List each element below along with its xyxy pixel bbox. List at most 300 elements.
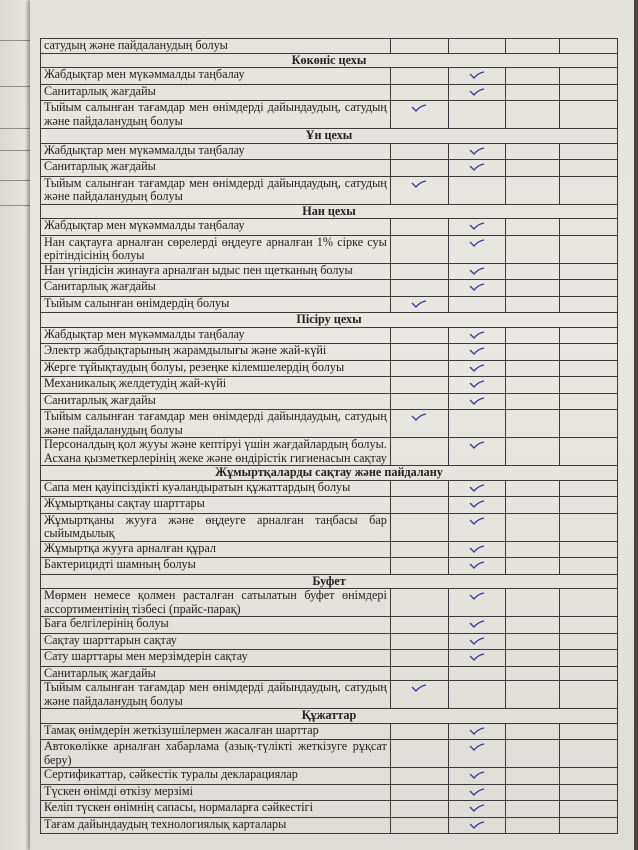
check-mark-icon xyxy=(469,619,485,629)
mark-cell xyxy=(390,263,448,280)
check-mark-icon xyxy=(469,619,485,629)
requirement-text: Сертификаттар, сәйкестік туралы декларациялар xyxy=(41,768,391,785)
check-mark-icon xyxy=(469,266,485,276)
check-mark-icon xyxy=(411,683,427,693)
check-mark-icon xyxy=(411,299,427,309)
mark-cell xyxy=(390,817,448,834)
mark-cell xyxy=(506,589,560,617)
check-mark-icon xyxy=(469,591,485,601)
mark-cell xyxy=(390,438,448,466)
check-mark-icon xyxy=(469,820,485,830)
mark-cell xyxy=(390,68,448,85)
check-mark-icon xyxy=(411,299,427,309)
mark-cell xyxy=(506,344,560,361)
requirement-text: Жерге тұйықтаудың болуы, резеңке кілемшелердің болуы xyxy=(41,360,391,377)
table-row xyxy=(41,68,618,85)
check-mark-icon xyxy=(469,346,485,356)
table-row xyxy=(41,541,618,558)
requirement-text: Тамақ өнімдерін жеткізушілермен жасалған шарттар xyxy=(41,723,391,740)
mark-cell xyxy=(448,160,506,177)
table-row xyxy=(41,160,618,177)
mark-cell xyxy=(506,681,560,709)
section-title: Ұн цехы xyxy=(41,129,618,144)
check-mark-icon xyxy=(469,726,485,736)
mark-cell xyxy=(506,740,560,768)
requirement-text: Жұмыртқаны жууға және өңдеуге арналған таңбасы бар сыйымдылық xyxy=(41,513,391,541)
check-mark-icon xyxy=(469,282,485,292)
mark-cell xyxy=(560,558,618,575)
mark-cell xyxy=(560,801,618,818)
mark-cell xyxy=(506,784,560,801)
mark-cell xyxy=(506,143,560,160)
check-mark-icon xyxy=(469,221,485,231)
mark-cell xyxy=(390,393,448,410)
mark-cell xyxy=(560,280,618,297)
check-mark-icon xyxy=(469,87,485,97)
requirement-text: Түскен өнімді өткізу мерзімі xyxy=(41,784,391,801)
mark-cell xyxy=(390,410,448,438)
check-mark-icon xyxy=(469,636,485,646)
mark-cell xyxy=(506,633,560,650)
mark-cell xyxy=(448,589,506,617)
mark-cell xyxy=(506,541,560,558)
requirement-text: Келіп түскен өнімнің сапасы, нормаларға сәйкестігі xyxy=(41,801,391,818)
mark-cell xyxy=(560,633,618,650)
mark-cell xyxy=(560,344,618,361)
mark-cell xyxy=(506,219,560,236)
mark-cell xyxy=(560,650,618,667)
check-mark-icon xyxy=(469,803,485,813)
mark-cell xyxy=(390,768,448,785)
check-mark-icon xyxy=(469,396,485,406)
table-row xyxy=(41,344,618,361)
requirement-text: Автокөлікке арналған хабарлама (азық-түлікті жеткізуге рұқсат беру) xyxy=(41,740,391,768)
requirement-text: Сапа мен қауіпсіздікті куәландыратын құжаттардың болуы xyxy=(41,480,391,497)
mark-cell xyxy=(506,617,560,634)
section-header-row xyxy=(41,574,618,589)
check-mark-icon xyxy=(469,820,485,830)
mark-cell xyxy=(560,101,618,129)
table-row xyxy=(41,101,618,129)
mark-cell xyxy=(448,558,506,575)
check-mark-icon xyxy=(411,412,427,422)
inspection-checklist-table xyxy=(40,38,618,834)
mark-cell xyxy=(390,327,448,344)
mark-cell xyxy=(560,666,618,681)
requirement-text: Тыйым салынған өнімдердің болуы xyxy=(41,296,391,313)
mark-cell xyxy=(390,160,448,177)
requirement-text: Сақтау шарттарын сақтау xyxy=(41,633,391,650)
mark-cell xyxy=(448,768,506,785)
mark-cell xyxy=(390,143,448,160)
section-title: Көкөніс цехы xyxy=(41,53,618,68)
table-row xyxy=(41,617,618,634)
check-mark-icon xyxy=(469,440,485,450)
mark-cell xyxy=(448,235,506,263)
mark-cell xyxy=(560,68,618,85)
requirement-text: Санитарлық жағдайы xyxy=(41,84,391,101)
mark-cell xyxy=(390,176,448,204)
mark-cell xyxy=(390,84,448,101)
table-row xyxy=(41,497,618,514)
mark-cell xyxy=(506,497,560,514)
mark-cell xyxy=(560,541,618,558)
section-title: Буфет xyxy=(41,574,618,589)
mark-cell xyxy=(560,235,618,263)
requirement-text: Тыйым салынған тағамдар мен өнімдерді дайындаудың, сатудың және пайдаланудың болуы xyxy=(41,101,391,129)
requirement-text: Жұмыртқа жууға арналған құрал xyxy=(41,541,391,558)
check-mark-icon xyxy=(469,330,485,340)
table-row xyxy=(41,784,618,801)
table-row xyxy=(41,666,618,681)
requirement-text: Жабдықтар мен мүкәммалды таңбалау xyxy=(41,219,391,236)
table-row xyxy=(41,681,618,709)
mark-cell xyxy=(390,617,448,634)
table-row xyxy=(41,817,618,834)
mark-cell xyxy=(560,176,618,204)
mark-cell xyxy=(506,480,560,497)
mark-cell xyxy=(448,219,506,236)
mark-cell xyxy=(506,263,560,280)
table-row xyxy=(41,84,618,101)
mark-cell xyxy=(560,438,618,466)
table-row xyxy=(41,723,618,740)
mark-cell xyxy=(506,410,560,438)
mark-cell xyxy=(506,801,560,818)
table-row xyxy=(41,360,618,377)
check-mark-icon xyxy=(469,742,485,752)
table-row xyxy=(41,235,618,263)
mark-cell xyxy=(448,541,506,558)
mark-cell xyxy=(448,410,506,438)
check-mark-icon xyxy=(469,221,485,231)
mark-cell xyxy=(448,39,506,54)
requirement-text: Нан үгіндісін жинауға арналған ыдыс пен щетканың болуы xyxy=(41,263,391,280)
mark-cell xyxy=(390,784,448,801)
check-mark-icon xyxy=(469,499,485,509)
mark-cell xyxy=(448,784,506,801)
mark-cell xyxy=(506,280,560,297)
table-row xyxy=(41,650,618,667)
check-mark-icon xyxy=(469,483,485,493)
check-mark-icon xyxy=(469,499,485,509)
mark-cell xyxy=(448,101,506,129)
mark-cell xyxy=(560,784,618,801)
requirement-text: сатудың және пайдаланудың болуы xyxy=(41,39,391,54)
check-mark-icon xyxy=(469,70,485,80)
mark-cell xyxy=(506,101,560,129)
section-header-row xyxy=(41,466,618,481)
check-mark-icon xyxy=(469,379,485,389)
check-mark-icon xyxy=(469,396,485,406)
mark-cell xyxy=(506,296,560,313)
table-row xyxy=(41,280,618,297)
section-header-row xyxy=(41,204,618,219)
requirement-text: Санитарлық жағдайы xyxy=(41,280,391,297)
check-mark-icon xyxy=(469,516,485,526)
requirement-text: Жабдықтар мен мүкәммалды таңбалау xyxy=(41,327,391,344)
mark-cell xyxy=(448,176,506,204)
mark-cell xyxy=(448,344,506,361)
check-mark-icon xyxy=(469,787,485,797)
mark-cell xyxy=(560,817,618,834)
mark-cell xyxy=(390,480,448,497)
mark-cell xyxy=(506,39,560,54)
table-row xyxy=(41,143,618,160)
mark-cell xyxy=(560,497,618,514)
section-header-row xyxy=(41,313,618,328)
requirement-text: Механикалық желдетудің жай-күйі xyxy=(41,377,391,394)
mark-cell xyxy=(390,558,448,575)
mark-cell xyxy=(390,39,448,54)
mark-cell xyxy=(506,558,560,575)
mark-cell xyxy=(560,219,618,236)
table-row xyxy=(41,558,618,575)
mark-cell xyxy=(448,377,506,394)
requirement-text: Жабдықтар мен мүкәммалды таңбалау xyxy=(41,143,391,160)
mark-cell xyxy=(560,263,618,280)
checklist-page xyxy=(30,0,634,850)
table-row xyxy=(41,633,618,650)
mark-cell xyxy=(506,377,560,394)
mark-cell xyxy=(448,327,506,344)
mark-cell xyxy=(448,393,506,410)
requirement-text: Нан сақтауға арналған сөрелерді өңдеуге арналған 1% сірке суы ерітіндісінің болуы xyxy=(41,235,391,263)
mark-cell xyxy=(390,666,448,681)
mark-cell xyxy=(506,160,560,177)
mark-cell xyxy=(506,68,560,85)
check-mark-icon xyxy=(469,803,485,813)
table-row xyxy=(41,219,618,236)
mark-cell xyxy=(390,541,448,558)
mark-cell xyxy=(448,143,506,160)
mark-cell xyxy=(560,740,618,768)
check-mark-icon xyxy=(469,652,485,662)
mark-cell xyxy=(448,360,506,377)
table-row xyxy=(41,513,618,541)
mark-cell xyxy=(448,633,506,650)
section-title: Құжаттар xyxy=(41,709,618,724)
mark-cell xyxy=(448,801,506,818)
mark-cell xyxy=(506,327,560,344)
check-mark-icon xyxy=(469,636,485,646)
mark-cell xyxy=(448,296,506,313)
mark-cell xyxy=(506,393,560,410)
section-title: Нан цехы xyxy=(41,204,618,219)
mark-cell xyxy=(390,219,448,236)
section-header-row xyxy=(41,53,618,68)
check-mark-icon xyxy=(469,162,485,172)
requirement-text: Персоналдың қол жууы және кептіруі үшін жағдайлардың болуы. Асхана қызметкерлерінің жеке және өндірістік гигиенасын сақтау xyxy=(41,438,391,466)
check-mark-icon xyxy=(469,146,485,156)
mark-cell xyxy=(506,817,560,834)
check-mark-icon xyxy=(469,516,485,526)
check-mark-icon xyxy=(469,652,485,662)
check-mark-icon xyxy=(469,70,485,80)
requirement-text: Тыйым салынған тағамдар мен өнімдерді дайындаудың, сатудың және пайдаланудың болуы xyxy=(41,176,391,204)
check-mark-icon xyxy=(469,726,485,736)
check-mark-icon xyxy=(469,282,485,292)
check-mark-icon xyxy=(469,483,485,493)
mark-cell xyxy=(448,817,506,834)
mark-cell xyxy=(390,235,448,263)
requirement-text: Электр жабдықтарының жарамдылығы және жай-күйі xyxy=(41,344,391,361)
check-mark-icon xyxy=(411,179,427,189)
mark-cell xyxy=(390,681,448,709)
check-mark-icon xyxy=(469,238,485,248)
mark-cell xyxy=(448,84,506,101)
mark-cell xyxy=(448,740,506,768)
requirement-text: Бактерицидті шамның болуы xyxy=(41,558,391,575)
mark-cell xyxy=(390,497,448,514)
mark-cell xyxy=(390,296,448,313)
requirement-text: Жұмыртқаны сақтау шарттары xyxy=(41,497,391,514)
table-row xyxy=(41,393,618,410)
check-mark-icon xyxy=(469,560,485,570)
mark-cell xyxy=(560,296,618,313)
mark-cell xyxy=(560,360,618,377)
mark-cell xyxy=(390,801,448,818)
check-mark-icon xyxy=(411,103,427,113)
mark-cell xyxy=(560,768,618,785)
check-mark-icon xyxy=(469,591,485,601)
mark-cell xyxy=(390,513,448,541)
table-row xyxy=(41,801,618,818)
check-mark-icon xyxy=(469,87,485,97)
mark-cell xyxy=(448,263,506,280)
mark-cell xyxy=(560,160,618,177)
check-mark-icon xyxy=(469,266,485,276)
check-mark-icon xyxy=(411,683,427,693)
table-row xyxy=(41,438,618,466)
mark-cell xyxy=(448,723,506,740)
check-mark-icon xyxy=(469,544,485,554)
table-row xyxy=(41,480,618,497)
mark-cell xyxy=(506,650,560,667)
mark-cell xyxy=(560,327,618,344)
check-mark-icon xyxy=(411,179,427,189)
check-mark-icon xyxy=(469,346,485,356)
mark-cell xyxy=(560,589,618,617)
check-mark-icon xyxy=(469,379,485,389)
check-mark-icon xyxy=(469,162,485,172)
mark-cell xyxy=(506,360,560,377)
table-row xyxy=(41,410,618,438)
mark-cell xyxy=(506,513,560,541)
mark-cell xyxy=(448,68,506,85)
mark-cell xyxy=(560,681,618,709)
mark-cell xyxy=(390,344,448,361)
table-row xyxy=(41,39,618,54)
check-mark-icon xyxy=(411,412,427,422)
mark-cell xyxy=(560,480,618,497)
requirement-text: Тағам дайындаудың технологиялық карталары xyxy=(41,817,391,834)
mark-cell xyxy=(390,280,448,297)
mark-cell xyxy=(390,377,448,394)
mark-cell xyxy=(506,768,560,785)
mark-cell xyxy=(448,438,506,466)
mark-cell xyxy=(390,360,448,377)
mark-cell xyxy=(390,633,448,650)
mark-cell xyxy=(448,681,506,709)
mark-cell xyxy=(560,377,618,394)
mark-cell xyxy=(390,723,448,740)
table-row xyxy=(41,377,618,394)
requirement-text: Мөрмен немесе қолмен расталған сатылатын буфет өнімдері ассортиментінің тізбесі (прайс-парақ) xyxy=(41,589,391,617)
mark-cell xyxy=(506,666,560,681)
requirement-text: Тыйым салынған тағамдар мен өнімдерді дайындаудың, сатудың және пайдаланудың болуы xyxy=(41,410,391,438)
mark-cell xyxy=(506,438,560,466)
requirement-text: Санитарлық жағдайы xyxy=(41,666,391,681)
mark-cell xyxy=(390,650,448,667)
check-mark-icon xyxy=(469,787,485,797)
check-mark-icon xyxy=(469,742,485,752)
table-row xyxy=(41,263,618,280)
mark-cell xyxy=(390,101,448,129)
check-mark-icon xyxy=(469,146,485,156)
check-mark-icon xyxy=(469,330,485,340)
check-mark-icon xyxy=(469,770,485,780)
requirement-text: Баға белгілерінің болуы xyxy=(41,617,391,634)
table-row xyxy=(41,176,618,204)
requirement-text: Сату шарттары мен мерзімдерін сақтау xyxy=(41,650,391,667)
check-mark-icon xyxy=(469,363,485,373)
requirement-text: Тыйым салынған тағамдар мен өнімдерді дайындаудың, сатудың және пайдаланудың болуы xyxy=(41,681,391,709)
mark-cell xyxy=(448,497,506,514)
mark-cell xyxy=(448,666,506,681)
check-mark-icon xyxy=(469,544,485,554)
mark-cell xyxy=(560,84,618,101)
table-row xyxy=(41,740,618,768)
mark-cell xyxy=(506,235,560,263)
requirement-text: Санитарлық жағдайы xyxy=(41,393,391,410)
section-header-row xyxy=(41,129,618,144)
mark-cell xyxy=(560,393,618,410)
section-header-row xyxy=(41,709,618,724)
check-mark-icon xyxy=(469,770,485,780)
mark-cell xyxy=(560,617,618,634)
mark-cell xyxy=(560,39,618,54)
mark-cell xyxy=(560,513,618,541)
section-title: Пісіру цехы xyxy=(41,313,618,328)
requirement-text: Жабдықтар мен мүкәммалды таңбалау xyxy=(41,68,391,85)
mark-cell xyxy=(560,723,618,740)
mark-cell xyxy=(448,650,506,667)
check-mark-icon xyxy=(469,440,485,450)
check-mark-icon xyxy=(469,363,485,373)
table-row xyxy=(41,589,618,617)
check-mark-icon xyxy=(469,238,485,248)
mark-cell xyxy=(390,589,448,617)
table-row xyxy=(41,768,618,785)
mark-cell xyxy=(448,280,506,297)
mark-cell xyxy=(448,480,506,497)
mark-cell xyxy=(390,740,448,768)
mark-cell xyxy=(448,513,506,541)
mark-cell xyxy=(506,176,560,204)
mark-cell xyxy=(448,617,506,634)
check-mark-icon xyxy=(411,103,427,113)
check-mark-icon xyxy=(469,560,485,570)
mark-cell xyxy=(506,723,560,740)
table-row xyxy=(41,296,618,313)
mark-cell xyxy=(560,143,618,160)
mark-cell xyxy=(506,84,560,101)
table-row xyxy=(41,327,618,344)
requirement-text: Санитарлық жағдайы xyxy=(41,160,391,177)
mark-cell xyxy=(560,410,618,438)
section-title: Жұмыртқаларды сақтау және пайдалану xyxy=(41,466,618,481)
